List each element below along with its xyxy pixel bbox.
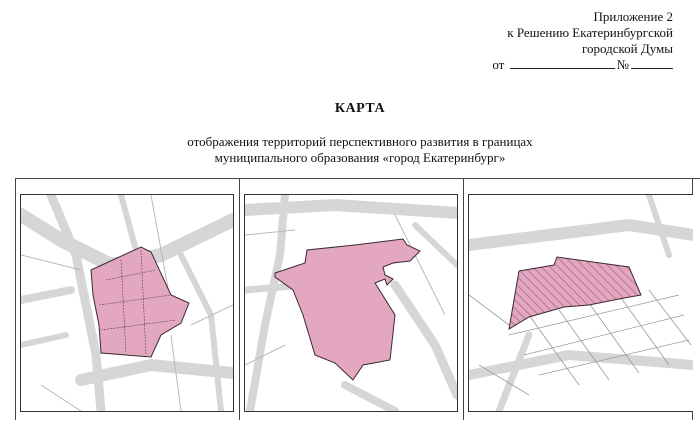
map-panel-3 <box>468 194 693 412</box>
appendix-number-blank <box>631 57 673 69</box>
appendix-decision: к Решению Екатеринбургской <box>507 25 673 40</box>
map-divider-left <box>15 178 16 420</box>
appendix-date-blank <box>510 57 615 69</box>
page-subtitle <box>0 134 700 166</box>
appendix-number-text: Приложение 2 <box>593 9 673 24</box>
map-2-road-6 <box>345 385 395 411</box>
map-3-street-2 <box>524 315 684 355</box>
map-2-road-1 <box>245 205 457 213</box>
map-3-territory <box>509 257 641 329</box>
appendix-no-label: № <box>616 57 629 72</box>
map-panel-1 <box>20 194 234 412</box>
map-1-road-3 <box>21 290 71 300</box>
map-divider-2 <box>463 178 464 420</box>
map-2-svg <box>245 195 457 411</box>
map-1-street-4 <box>41 385 81 411</box>
page-title: КАРТА <box>334 101 386 116</box>
appendix-number <box>453 9 673 25</box>
map-2-road-4 <box>395 285 457 395</box>
appendix-date-number <box>453 57 673 73</box>
map-3-street-9 <box>469 295 509 325</box>
map-panel-2 <box>244 194 458 412</box>
map-2-territory <box>275 239 420 380</box>
map-divider-1 <box>239 178 240 420</box>
map-1-road-5 <box>81 365 233 380</box>
map-3-street-4 <box>529 315 579 385</box>
appendix-duma: городской Думы <box>581 41 673 56</box>
map-2-road-2 <box>250 195 285 411</box>
map-1-svg <box>21 195 233 411</box>
subtitle-line-2: муниципального образования «город Екатеринбург» <box>214 150 506 165</box>
map-3-street-8 <box>649 290 691 345</box>
map-1-territory <box>91 247 189 357</box>
appendix-from-label: от <box>492 57 505 72</box>
map-1-road-4 <box>121 195 136 250</box>
appendix-header <box>453 9 673 73</box>
map-1-road-7 <box>21 335 66 345</box>
map-2-road-5 <box>415 225 457 265</box>
map-2-street-1 <box>245 230 295 235</box>
map-3-svg <box>469 195 693 411</box>
subtitle-line-1: отображения территорий перспективного развития в границах <box>187 134 533 149</box>
map-1-road-6 <box>181 255 221 411</box>
